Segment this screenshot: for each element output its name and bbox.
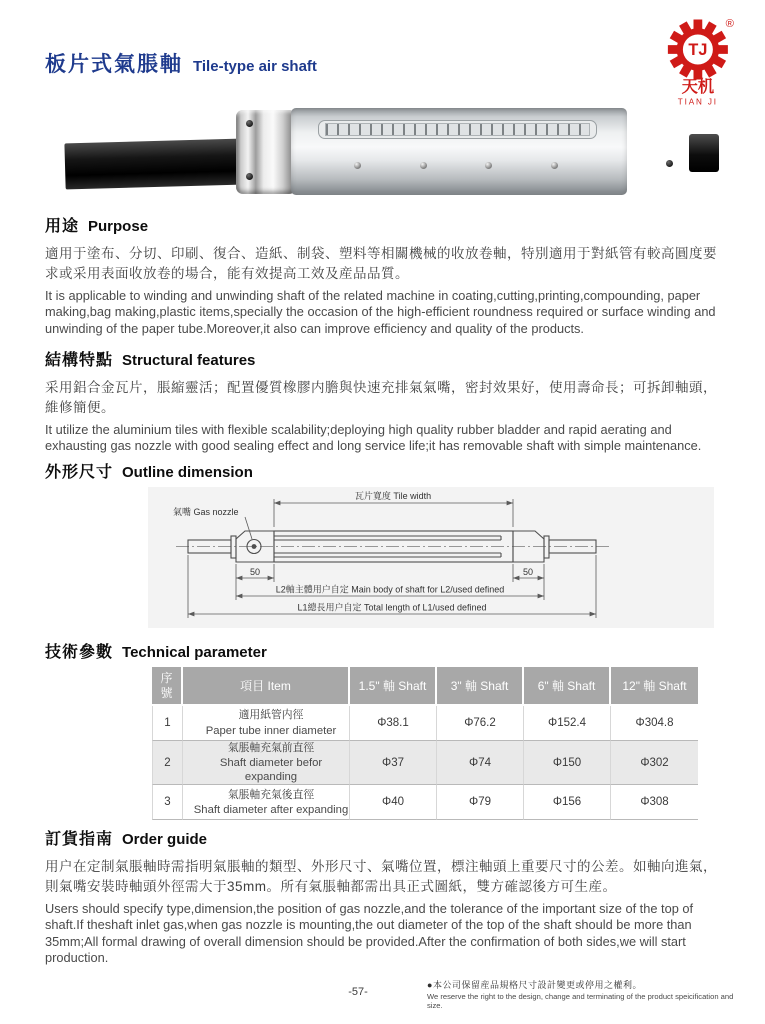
screw-icon <box>246 120 253 127</box>
row-value: Φ152.4 <box>524 706 611 741</box>
structure-text-cn: 采用鋁合金瓦片，脹縮靈活；配置優質橡膠内膽與快速充排氣氣嘴，密封效果好，使用壽命長；可拆卸軸頭，維修簡便。 <box>45 380 717 416</box>
row-no: 1 <box>152 706 183 741</box>
order-text-en: Users should specify type,dimension,the position of gas nozzle,and the tolerance of the important size of the top of shaft.If theshaft inlet gas,when gas nozzle is mounting,the out diameter of the top of the shaft should be more than 35mm;All formal drawing of overall dimension should be provided.After the confirmation of both sides,we will start production. <box>45 900 694 966</box>
purpose-heading-cn: 用途 <box>45 218 80 235</box>
purpose-heading <box>45 213 723 236</box>
outline-dimension-drawing <box>148 487 714 628</box>
order-heading <box>45 826 723 849</box>
page-title <box>45 48 317 78</box>
row-item: 適用紙管内徑 Paper tube inner diameter <box>183 706 350 741</box>
section-purpose <box>45 213 723 337</box>
bullet-icon: ● <box>427 980 433 990</box>
row-value: Φ38.1 <box>350 706 437 741</box>
logo-name-cn: 天机 <box>681 78 715 97</box>
logo-name-en: TIAN JI <box>677 97 718 107</box>
col-header-6in: 6" 軸 Shaft <box>524 667 611 706</box>
page-title-en: Tile-type air shaft <box>193 58 317 75</box>
photo-tile-slot <box>318 120 597 139</box>
screw-icon <box>246 173 253 180</box>
row-value: Φ40 <box>350 785 437 820</box>
footer-note-cn: ●本公司保留産品規格尺寸設計變更或停用之權利。 <box>427 980 642 990</box>
shaft-outline-diagram <box>148 487 714 628</box>
purpose-text-cn: 適用于塗布、分切、印刷、復合、造紙、制袋、塑料等相關機械的收放卷軸，特別適用于對紙管有較高圓度要求或采用表面收放卷的場合，能有效提高工效及産品品質。 <box>45 246 717 282</box>
order-heading-en: Order guide <box>122 831 208 848</box>
registered-mark-icon: ® <box>725 18 734 30</box>
screw-icon <box>666 160 673 167</box>
photo-shaft-end <box>64 139 243 190</box>
outline-heading-cn: 外形尺寸 <box>45 464 114 481</box>
row-value: Φ156 <box>524 785 611 820</box>
row-item: 氣脹軸充氣後直徑 Shaft diameter after expanding <box>183 785 350 820</box>
section-structural-features <box>45 347 723 455</box>
gear-logo-icon <box>662 12 740 112</box>
structure-heading <box>45 347 723 370</box>
row-value: Φ79 <box>437 785 524 820</box>
dim-50-right: 50 <box>522 567 534 577</box>
table-header-row <box>152 667 698 706</box>
footer-note-en: We reserve the right to the design, change and terminating of the product speicification and size. <box>427 992 734 1010</box>
row-value: Φ76.2 <box>437 706 524 741</box>
table-row <box>152 741 698 785</box>
parameters-heading-en: Technical parameter <box>122 644 267 661</box>
dim-50-left: 50 <box>249 567 261 577</box>
photo-end-cap <box>689 134 719 172</box>
dim-l1-label: L1總長用户自定 Total length of L1/used defined <box>297 602 487 613</box>
row-value: Φ74 <box>437 741 524 785</box>
row-value: Φ304.8 <box>611 706 698 741</box>
page-number: -57- <box>348 986 368 998</box>
col-header-item: 項目 Item <box>183 667 350 706</box>
section-outline-dimension <box>45 459 723 490</box>
dim-l2-label: L2軸主體用户自定 Main body of shaft for L2/used defined <box>275 584 505 595</box>
technical-parameter-table <box>152 667 698 820</box>
row-value: Φ302 <box>611 741 698 785</box>
row-value: Φ308 <box>611 785 698 820</box>
table-row <box>152 706 698 741</box>
col-header-12in: 12" 軸 Shaft <box>611 667 698 706</box>
structure-heading-cn: 結構特點 <box>45 352 114 369</box>
outline-heading <box>45 459 723 482</box>
table-row <box>152 785 698 820</box>
outline-heading-en: Outline dimension <box>122 464 253 481</box>
col-header-3in: 3" 軸 Shaft <box>437 667 524 706</box>
gas-nozzle-label: 氣嘴 Gas nozzle <box>173 507 239 517</box>
row-value: Φ150 <box>524 741 611 785</box>
screw-icon <box>420 162 427 169</box>
row-item: 氣脹軸充氣前直徑 Shaft diameter befor expanding <box>183 741 350 785</box>
section-order-guide <box>45 826 723 967</box>
row-no: 3 <box>152 785 183 820</box>
parameters-heading <box>45 639 723 662</box>
structure-text-en: It utilize the aluminium tiles with flexible scalability;deploying high quality rubber bladder and rapid aerating and exhausting gas nozzle with good sealing effect and long service life;it has removable shaft with simple maintenance. <box>45 421 702 454</box>
structure-heading-en: Structural features <box>122 352 256 369</box>
company-logo <box>661 12 741 117</box>
col-header-1-5in: 1.5" 軸 Shaft <box>350 667 437 706</box>
purpose-text-en: It is applicable to winding and unwinding shaft of the related machine in coating,cutting,printing,compounding, paper making,bag making,plastic items,specially the occasion of the high-efficient roundness required or surface winding and unwinding of the paper tube.Moreover,it also can improve efficiency and quality of the products. <box>45 287 716 336</box>
tile-width-label: 瓦片寬度 Tile width <box>354 491 432 501</box>
screw-icon <box>354 162 361 169</box>
photo-left-collar <box>236 110 296 195</box>
purpose-heading-en: Purpose <box>88 218 149 235</box>
page-title-cn: 板片式氣脹軸 <box>45 53 183 76</box>
order-heading-cn: 訂貨指南 <box>45 831 114 848</box>
row-value: Φ37 <box>350 741 437 785</box>
product-photo <box>65 103 722 198</box>
section-technical-parameter <box>45 639 723 670</box>
parameters-heading-cn: 技術參數 <box>45 644 114 661</box>
row-no: 2 <box>152 741 183 785</box>
col-header-seq: 序號 <box>152 667 183 706</box>
logo-monogram: TJ <box>688 41 708 60</box>
screw-icon <box>551 162 558 169</box>
order-text-cn: 用户在定制氣脹軸時需指明氣脹軸的類型、外形尺寸、氣嘴位置，標注軸頭上重要尺寸的公差。如軸向進氣，則氣嘴安裝時軸頭外徑需大于35mm。所有氣脹軸都需出具正式圖紙，雙方確認後方可生産。 <box>45 859 717 895</box>
footer-note <box>427 978 747 1010</box>
